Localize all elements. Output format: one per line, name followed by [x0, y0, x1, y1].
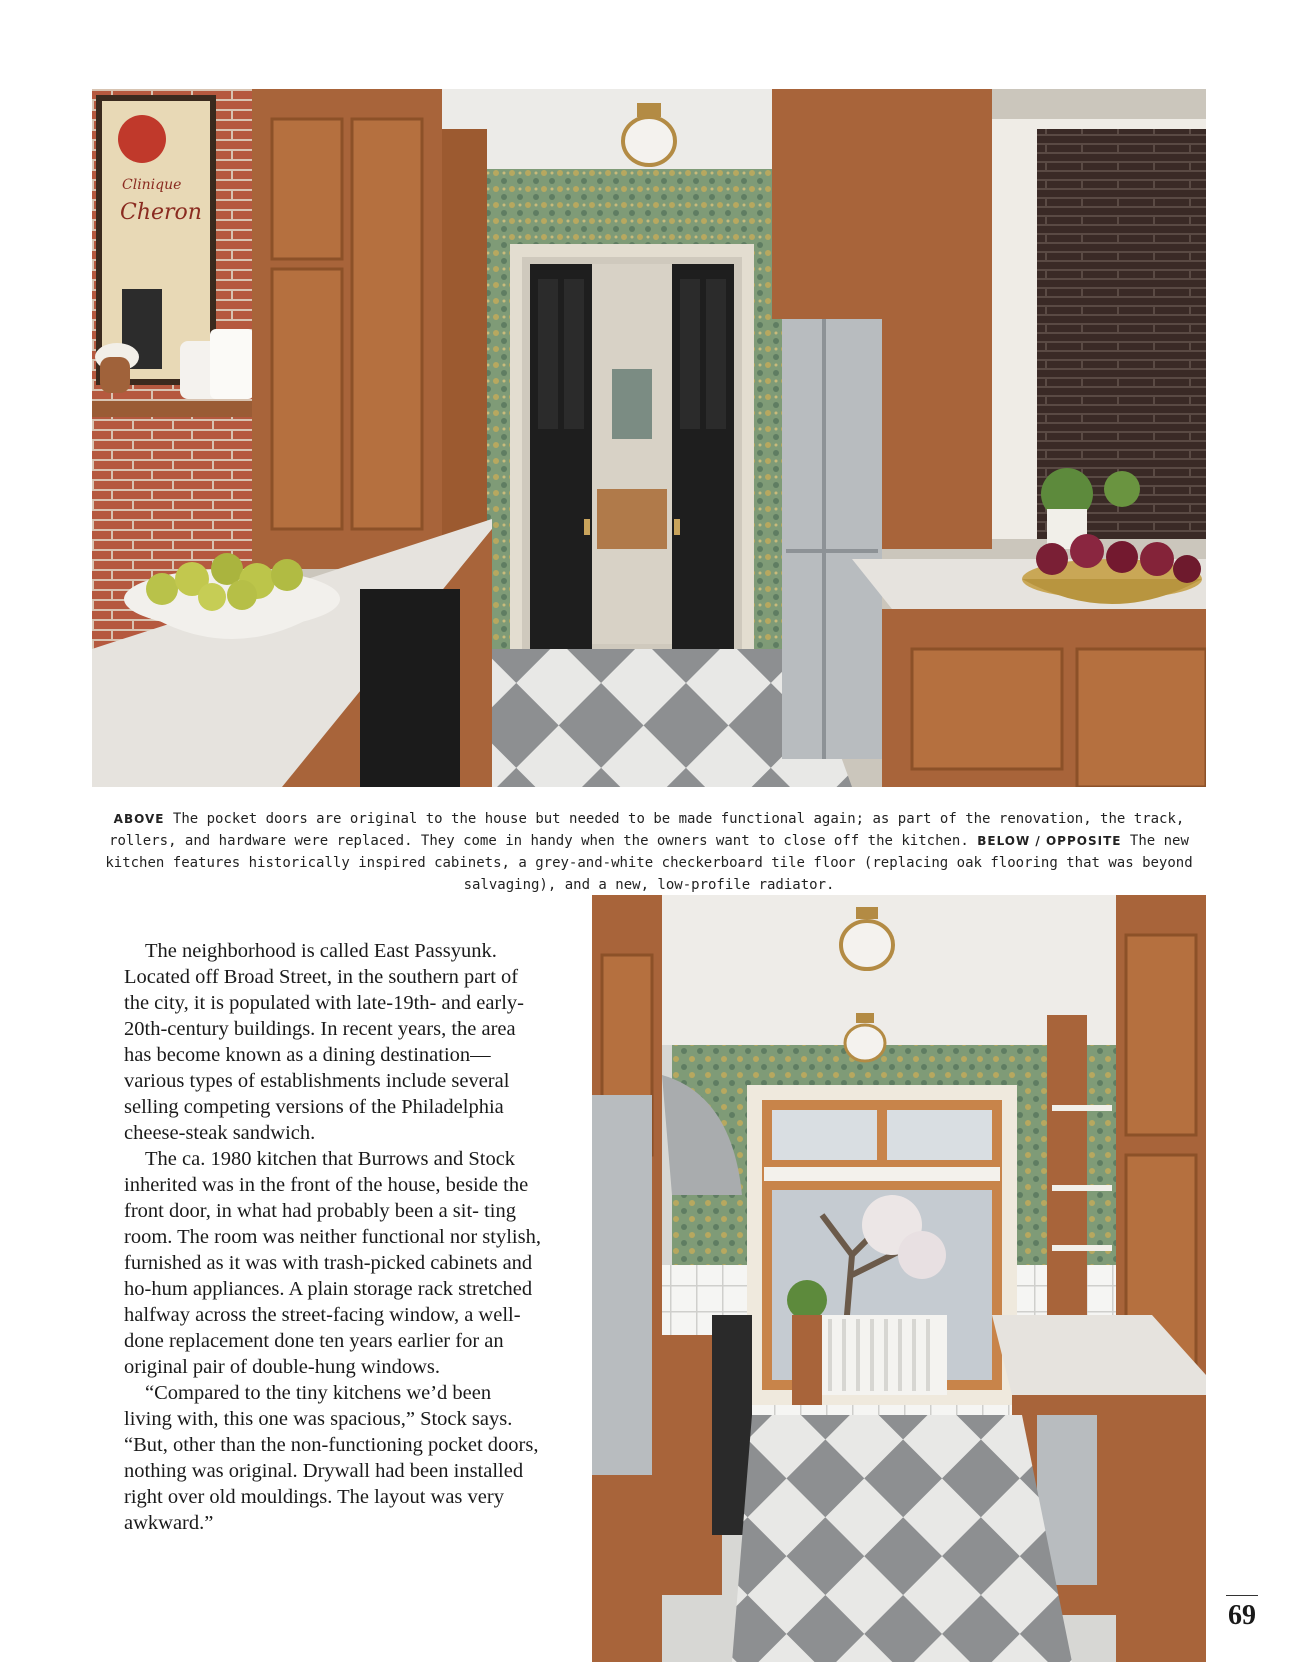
wall-oven	[360, 589, 460, 787]
article-paragraph: The neighborhood is called East Passyunk. Located off Broad Street, in the southern part of the city, it is populated with late-19th- and early-20th-century buildings. In recent years, the area has become known as a dining destination— various types of establishments include several selling competing versions of the Philadelphia cheese-steak sandwich.	[124, 940, 525, 1144]
photo-kitchen-window	[592, 895, 1206, 1662]
article-body	[124, 938, 544, 1536]
svg-text:Cheron: Cheron	[120, 200, 202, 225]
caption-label-below: BELOW / OPPOSITE	[977, 834, 1122, 848]
caption-text-above: The pocket doors are original to the house but needed to be made functional again; as part of the renovation, the track, rollers, and hardware were replaced. They come in handy when the owners want to close off the kitchen.	[109, 811, 1185, 849]
photo-kitchen-pocket-doors	[92, 89, 1206, 787]
kitchen-window-illustration	[592, 895, 1206, 1662]
caption-label-above: ABOVE	[113, 812, 165, 826]
folio-rule	[1226, 1595, 1258, 1596]
kitchen-pocket-doors-illustration	[92, 89, 1206, 787]
caption-text-below: The new kitchen features historically inspired cabinets, a grey-and-white checkerboard tile floor (replacing oak flooring that was beyond salvaging), and a new, low-profile radiator.	[105, 833, 1193, 893]
svg-text:Clinique: Clinique	[122, 177, 182, 193]
page-number: 69	[1228, 1600, 1256, 1631]
photo-caption	[92, 808, 1206, 896]
article-paragraph: The ca. 1980 kitchen that Burrows and Stock inherited was in the front of the house, beside the front door, in what had probably been a sit- ting room. The room was neither functional nor stylish, furnished as it was with trash-picked cabinets and ho-hum appliances. A plain storage rack stretched halfway across the street-facing window, a well-done replacement done ten years earlier for an original pair of double-hung windows.	[124, 1148, 541, 1378]
refrigerator	[782, 319, 882, 759]
article-paragraph: “Compared to the tiny kitchens we’d been living with, this one was spacious,” Stock says. “But, other than the non-functioning pocket doors, nothing was original. Drywall had been installed right over old mouldings. The layout was very awkward.”	[124, 1382, 539, 1534]
checkerboard-floor	[732, 1415, 1072, 1662]
